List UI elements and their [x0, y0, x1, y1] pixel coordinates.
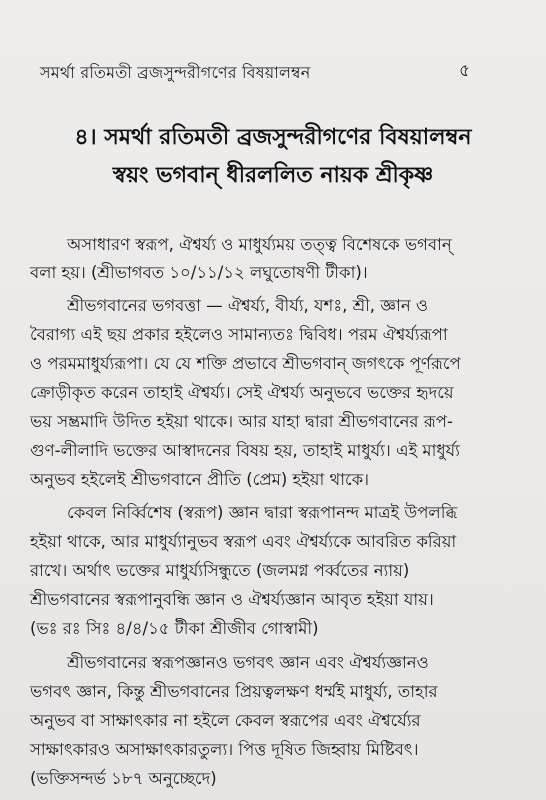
text-line: কেবল নির্ব্বিশেষ (স্বরূপ) জ্ঞান দ্বারা স্বরূপানন্দ মাত্রই উপলব্ধি: [67, 503, 458, 522]
text-line: ক্রোড়ীকৃত করেন তাহাই ঐশ্বর্য্য। সেই ঐশ্বর্য্য অনুভবে ভক্তের হৃদয়ে: [30, 383, 454, 402]
text-line: ভগবৎ জ্ঞান, কিন্তু শ্রীভগবানের প্রিয়ত্বলক্ষণ ধর্ম্মই মাধুর্য্য, তাহার: [30, 682, 438, 701]
text-line: (ভঃ রঃ সিঃ ৪/৪/১৫ টীকা শ্রীজীব গোস্বামী): [30, 619, 319, 638]
text-line: বলা হয়। (শ্রীভাগবত ১০/১১/১২ লঘুতোষণী টীকা)।: [30, 263, 368, 282]
text-line: শ্রীভগবানের স্বরূপানুবন্ধি জ্ঞান ও ঐশ্বর্য্যজ্ঞান আবৃত হইয়া যায়।: [30, 590, 434, 609]
text-line: শ্রীভগবানের ভগবত্তা — ঐশ্বর্য্য, বীর্য্য, যশঃ, শ্রী, জ্ঞান ও: [67, 296, 429, 315]
text-line: বৈরাগ্য এই ছয় প্রকার হইলেও সামান্যতঃ দ্বিবিধ। পরম ঐশ্বর্য্যরূপা: [30, 325, 448, 344]
section-heading-line-1: ৪। সমর্থা রতিমতী ব্রজসুন্দরীগণের বিষয়ালম্বন: [74, 125, 472, 150]
text-line: অনুভব হইলেই শ্রীভগবানে প্রীতি (প্রেম) হইয়া থাকে।: [30, 470, 370, 489]
text-line: রাখে। অর্থাৎ ভক্তের মাধুর্য্যসিন্ধুতে (জলমগ্ন পর্ব্বতের ন্যায়): [30, 561, 410, 580]
text-line: ভয় সম্ভ্রমাদি উদিত হইয়া থাকে। আর যাহা দ্বারা শ্রীভগবানের রূপ-: [30, 412, 453, 431]
text-line: শ্রীভগবানের স্বরূপজ্ঞানও ভগবৎ জ্ঞান এবং ঐশ্বর্য্যজ্ঞানও: [67, 653, 429, 672]
page-number: ৫: [458, 61, 470, 81]
running-header-title: সমর্থা রতিমতী ব্রজসুন্দরীগণের বিষয়ালম্বন: [40, 63, 311, 82]
text-line: (ভক্তিসন্দর্ভ ১৮৭ অনুচ্ছেদে): [30, 769, 217, 788]
text-line: ও পরমমাধুর্য্যরূপা। যে যে শক্তি প্রভাবে শ্রীভগবান্ জগৎকে পূর্ণরূপে: [30, 354, 461, 373]
section-heading-line-2: স্বয়ং ভগবান্ ধীরললিত নায়ক শ্রীকৃষ্ণ: [112, 163, 434, 188]
text-line: সাক্ষাৎকারও অসাক্ষাৎকারতুল্য। পিত্ত দূষিত জিহ্বায় মিষ্টিবৎ।: [30, 740, 419, 759]
text-line: হইয়া থাকে, আর মাধুর্য্যানুভব স্বরূপ এবং ঐশ্বর্য্যকে আবরিত করিয়া: [30, 532, 457, 551]
text-line: গুণ-লীলাদি ভক্তের আস্বাদনের বিষয় হয়, তাহাই মাধুর্য্য। এই মাধুর্য্য: [30, 441, 460, 460]
text-line: অনুভব বা সাক্ষাৎকার না হইলে কেবল স্বরূপের এবং ঐশ্বর্য্যের: [30, 711, 421, 730]
text-line: অসাধারণ স্বরূপ, ঐশ্বর্য্য ও মাধুর্য্যময় তত্ত্ব বিশেষকে ভগবান্: [67, 235, 452, 254]
